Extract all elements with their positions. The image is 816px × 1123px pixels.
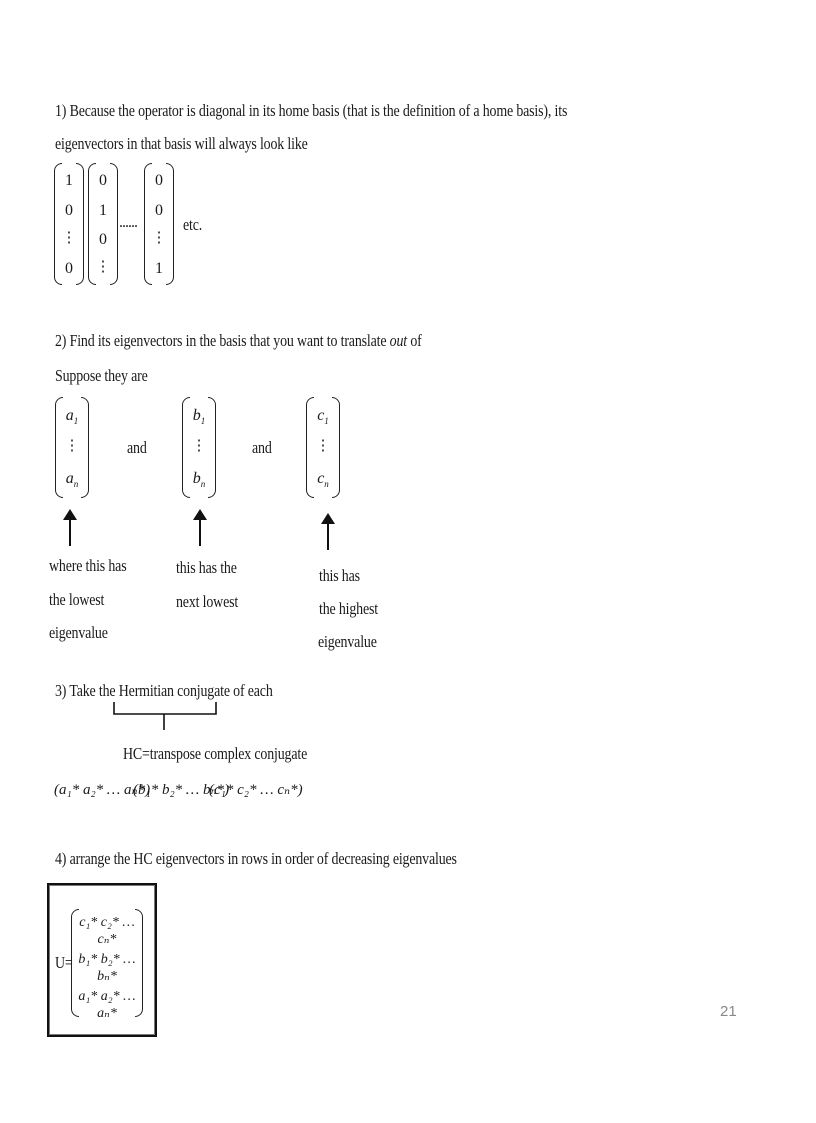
cell: ⋮ <box>64 438 80 454</box>
cell: 1 <box>155 260 163 277</box>
eigenvector-b <box>182 397 216 498</box>
cell: ⋮ <box>95 259 111 275</box>
cell: ⋮ <box>61 230 77 246</box>
label-a-line3: eigenvalue <box>49 623 108 642</box>
underbrace-icon <box>112 700 220 736</box>
cell: 0 <box>99 231 107 248</box>
matrix-row: b₁* b₂* … bₙ* <box>78 952 136 984</box>
cell: 0 <box>99 172 107 189</box>
cell: 1 <box>65 172 73 189</box>
subscript: 1 <box>200 416 206 427</box>
step2-line1-em: out <box>389 331 407 350</box>
subscript: 1 <box>73 416 79 427</box>
and-label-2: and <box>252 438 272 457</box>
and-label-1: and <box>127 438 147 457</box>
label-a-line2: the lowest <box>49 590 105 609</box>
label-c-line2: the highest <box>319 599 378 618</box>
basis-vector-n <box>144 163 174 285</box>
cell: b <box>192 407 201 424</box>
cell: a <box>65 407 74 424</box>
hc-row-b: (b₁* b₂* … bₙ*) <box>133 782 230 798</box>
step2-line1-post: of <box>406 331 422 350</box>
step2-line2: Suppose they are <box>55 366 148 385</box>
up-arrow-icon <box>199 518 201 546</box>
label-c-line3: eigenvalue <box>318 632 377 651</box>
cell: ⋮ <box>151 230 167 246</box>
hc-row-a: (a₁* a₂* … aₙ*) <box>54 782 151 798</box>
hc-note: HC=transpose complex conjugate <box>123 744 308 763</box>
cell: ⋮ <box>315 438 331 454</box>
u-label: U= <box>55 953 73 972</box>
step2-line1-pre: 2) Find its eigenvectors in the basis that you want to translate <box>55 331 390 350</box>
cell: c <box>317 470 325 487</box>
label-b-line2: next lowest <box>176 592 239 611</box>
subscript: 1 <box>324 416 329 427</box>
step4-line1: 4) arrange the HC eigenvectors in rows in order of decreasing eigenvalues <box>55 849 457 868</box>
label-a-line1: where this has <box>49 556 127 575</box>
subscript: n <box>73 479 79 490</box>
basis-vector-2 <box>88 163 118 285</box>
up-arrow-icon <box>69 518 71 546</box>
cell: b <box>192 470 201 487</box>
matrix-row: a₁* a₂* … aₙ* <box>78 989 136 1021</box>
matrix-row: c₁* c₂* … cₙ* <box>79 915 135 947</box>
cell: a <box>65 470 74 487</box>
unitary-matrix <box>71 909 143 1021</box>
cell: 1 <box>99 202 107 219</box>
step1-line2: eigenvectors in that basis will always look like <box>55 134 308 153</box>
ellipsis: ...... <box>119 214 137 231</box>
eigenvector-a <box>55 397 89 498</box>
eigenvector-c <box>306 397 340 498</box>
label-c-line1: this has <box>319 566 360 585</box>
hc-row-c: (c₁* c₂* … cₙ*) <box>209 782 303 798</box>
page-number: 21 <box>720 1003 737 1020</box>
step2-line1 <box>55 331 422 351</box>
step1-line1: 1) Because the operator is diagonal in its home basis (that is the definition of a home basis), its <box>55 101 568 120</box>
etc-label: etc. <box>183 215 203 234</box>
up-arrow-icon <box>327 522 329 550</box>
label-b-line1: this has the <box>176 558 237 577</box>
cell: 0 <box>155 202 163 219</box>
cell: 0 <box>155 172 163 189</box>
cell: 0 <box>65 202 73 219</box>
subscript: n <box>200 479 206 490</box>
cell: c <box>317 407 325 424</box>
step3-line1: 3) Take the Hermitian conjugate of each <box>55 681 273 700</box>
basis-vector-1 <box>54 163 84 285</box>
subscript: n <box>324 479 329 490</box>
cell: ⋮ <box>191 438 207 454</box>
cell: 0 <box>65 260 73 277</box>
